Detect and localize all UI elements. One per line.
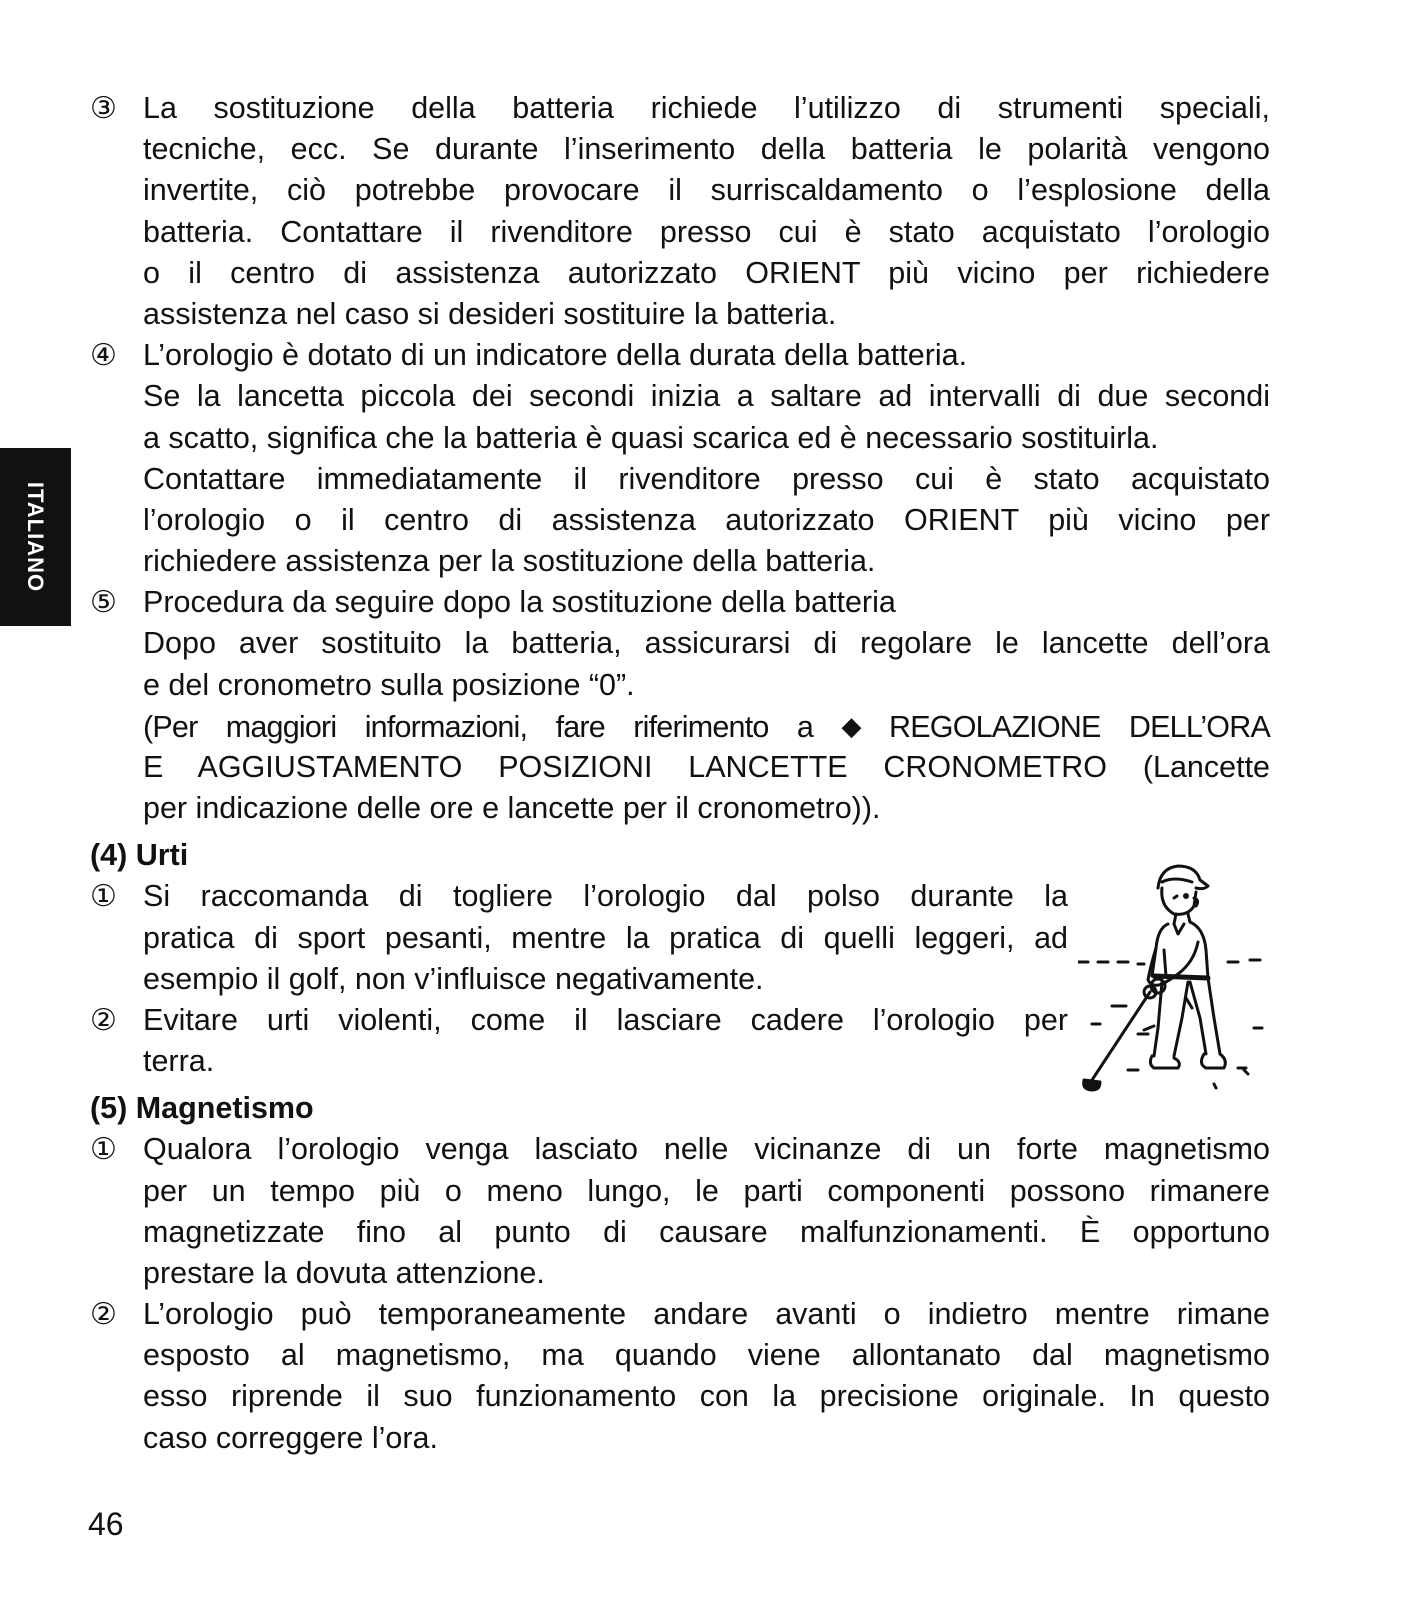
item-number: ② [90, 1003, 117, 1037]
item-number: ① [90, 1133, 117, 1167]
text-line: ① Si raccomanda di togliere l’orologio dal polso durante la [143, 876, 1068, 917]
text-line: Dopo aver sostituito la batteria, assicurarsi di regolare le lancette dell’ora [143, 626, 1270, 661]
golfer-illustration [1078, 858, 1268, 1094]
item-number: ⑤ [90, 586, 117, 620]
text-line: E AGGIUSTAMENTO POSIZIONI LANCETTE CRONOMETRO (Lancette [143, 750, 1270, 784]
text-line: ④ L’orologio è dotato di un indicatore della durata della batteria. [143, 335, 1270, 376]
text-line: pratica di sport pesanti, mentre la pratica di quelli leggeri, ad [143, 920, 1068, 955]
text-line: invertite, ciò potrebbe provocare il surriscaldamento o l’esplosione della [143, 173, 1270, 208]
text-line: esso riprende il suo funzionamento con la precisione originale. In questo [143, 1379, 1270, 1414]
text-line: terra. [143, 1044, 215, 1079]
text-line: Se la lancetta piccola dei secondi inizia a saltare ad intervalli di due secondi [143, 379, 1270, 414]
item-number: ② [90, 1298, 117, 1332]
text-line: l’orologio o il centro di assistenza autorizzato ORIENT più vicino per [143, 502, 1270, 537]
list-item-battery-indicator [90, 335, 1270, 582]
item-number: ③ [90, 92, 117, 125]
text-line: (Per maggiori informazioni, fare riferimento a ◆ REGOLAZIONE DELL’ORA [143, 706, 1270, 747]
text-line: ② Evitare urti violenti, come il lasciare cadere l’orologio per [143, 1000, 1068, 1041]
text-line: ⑤ Procedura da seguire dopo la sostituzione della batteria [143, 582, 1270, 623]
text-line: ① Qualora l’orologio venga lasciato nelle vicinanze di un forte magnetismo [143, 1129, 1270, 1170]
item-number: ④ [90, 339, 117, 373]
list-item-strong-magnetism [90, 1129, 1270, 1294]
page-content [90, 88, 1270, 1459]
text-line: a scatto, significa che la batteria è quasi scarica ed è necessario sostituirla. [143, 420, 1159, 455]
text-line: Contattare immediatamente il rivenditore presso cui è stato acquistato [143, 461, 1270, 496]
text-line: prestare la dovuta attenzione. [143, 1255, 545, 1290]
section-heading-magnetismo: (5) Magnetismo [90, 1091, 314, 1126]
text-line: per indicazione delle ore e lancette per il cronometro)). [143, 791, 881, 826]
text-line: batteria. Contattare il rivenditore presso cui è stato acquistato l’orologio [143, 214, 1270, 249]
text-line: ② L’orologio può temporaneamente andare avanti o indietro mentre rimane [143, 1294, 1270, 1335]
text-line: e del cronometro sulla posizione “0”. [143, 667, 635, 702]
text-line: per un tempo più o meno lungo, le parti componenti possono rimanere [143, 1173, 1270, 1208]
text-line: assistenza nel caso si desideri sostituire la batteria. [143, 296, 837, 331]
text-line: esposto al magnetismo, ma quando viene allontanato dal magnetismo [143, 1338, 1270, 1373]
diamond-bullet-icon: ◆ [841, 710, 861, 741]
list-item-after-replacement [90, 582, 1270, 829]
section-heading-urti: (4) Urti [90, 838, 189, 873]
language-tab-label: ITALIANO [23, 481, 48, 593]
text-line: esempio il golf, non v’influisce negativamente. [143, 961, 764, 996]
text-line: tecniche, ecc. Se durante l’inserimento della batteria le polarità vengono [143, 132, 1270, 167]
list-item-battery-replacement [90, 88, 1270, 335]
text-line: magnetizzate fino al punto di causare malfunzionamenti. È opportuno [143, 1214, 1270, 1249]
text-line: ③ La sostituzione della batteria richiede l’utilizzo di strumenti speciali, [143, 88, 1270, 129]
item-number: ① [90, 880, 117, 914]
page-number: 46 [88, 1506, 124, 1542]
text-line: o il centro di assistenza autorizzato ORIENT più vicino per richiedere [143, 255, 1270, 290]
text-line: richiedere assistenza per la sostituzione della batteria. [143, 544, 876, 579]
list-item-temporary-deviation [90, 1294, 1270, 1459]
text-line: caso correggere l’ora. [143, 1420, 438, 1455]
